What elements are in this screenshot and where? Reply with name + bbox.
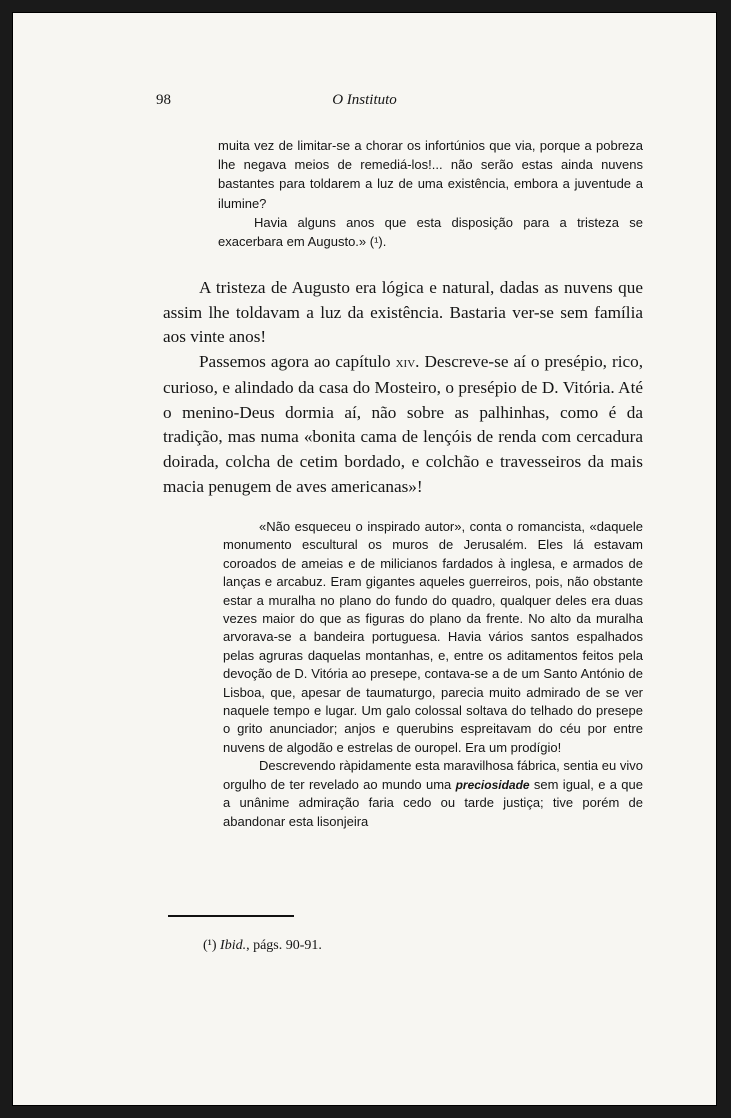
block-quote-bottom — [223, 518, 643, 831]
footnote-pages: , págs. 90-91. — [246, 938, 322, 953]
quote-bottom-paragraph-2-start: Descrevendo ràpidamente esta maravilhosa fábrica, sentia eu vivo orgulho de ter revelado ao mundo uma — [223, 758, 643, 792]
page-number: 98 — [156, 92, 171, 108]
footnote-divider — [168, 915, 294, 917]
chapter-roman-numeral: xiv — [395, 354, 416, 372]
main-paragraph-2-rest: . Descreve-se aí o presépio, rico, curioso, e alindado da casa do Mosteiro, o presépio de D. Vitória. Até o menino-Deus dormia aí, não sobre as palhinhas, como é da tradição, mas numa «bonita cama de lençóis de renda com cercadura doirada, colcha de cetim bordado, e colchão e travesseiros da mais macia penugem de aves americanas»! — [163, 352, 643, 496]
footnote — [203, 938, 322, 954]
footnote-ibid: Ibid. — [220, 938, 247, 953]
main-paragraph-2 — [163, 350, 643, 499]
page-header — [13, 92, 716, 112]
italic-term: preciosidade — [455, 777, 530, 792]
quote-bottom-paragraph-2 — [223, 757, 643, 831]
quote-bottom-paragraph-1: «Não esqueceu o inspirado autor», conta o romancista, «daquele monumento escultural os muros de Jerusalém. Eles lá estavam coroados de ameias e de milicianos fardados à inglesa, e armados de lanças e arcabuz. Eram gigantes aqueles guerreiros, pois, não obstante estar a muralha no plano do fundo do quadro, qualquer deles era duas vezes maior do que as figuras do plano da frente. No alto da muralha arvorava-se a bandeira portuguesa. Havia vários santos espalhados pelas agruras daquelas montanhas, e, entre os aditamentos feitos pela devoção de D. Vitória ao presepe, contava-se a de um Santo António de Lisboa, que, apesar de taumaturgo, parecia muito admirado de se ver naquele tempo e lugar. Um galo colossal soltava do telhado do presepe o grito anunciador; anjos e querubins espreitavam do céu por entre nuvens de algodão e estrelas de ouropel. Era um prodígio! — [223, 519, 643, 755]
quote-top-paragraph-2: Havia alguns anos que esta disposição para a tristeza se exacerbara em Augusto.» (¹). — [218, 214, 643, 250]
block-quote-top — [218, 136, 643, 251]
document-page — [12, 12, 717, 1106]
main-paragraph-2-start: Passemos agora ao capítulo — [199, 352, 396, 372]
main-paragraph-1: A tristeza de Augusto era lógica e natural, dadas as nuvens que assim lhe toldavam a luz da existência. Bastaria ver-se sem família aos vinte anos! — [163, 278, 643, 347]
main-text — [163, 276, 643, 499]
running-title: O Instituto — [332, 92, 397, 108]
footnote-marker: (¹) — [203, 938, 217, 953]
quote-top-paragraph-1: muita vez de limitar-se a chorar os infortúnios que via, porque a pobreza lhe negava meios de remediá-los!... não serão estas ainda nuvens bastantes para toldarem a luz de uma existência, embora a juventude a ilumine? — [218, 138, 643, 211]
quote-bottom-paragraph-2-rest: sem igual, e a que a unânime admiração faria cedo ou tarde justiça; tive porém de abandonar esta lisonjeira — [223, 776, 643, 829]
